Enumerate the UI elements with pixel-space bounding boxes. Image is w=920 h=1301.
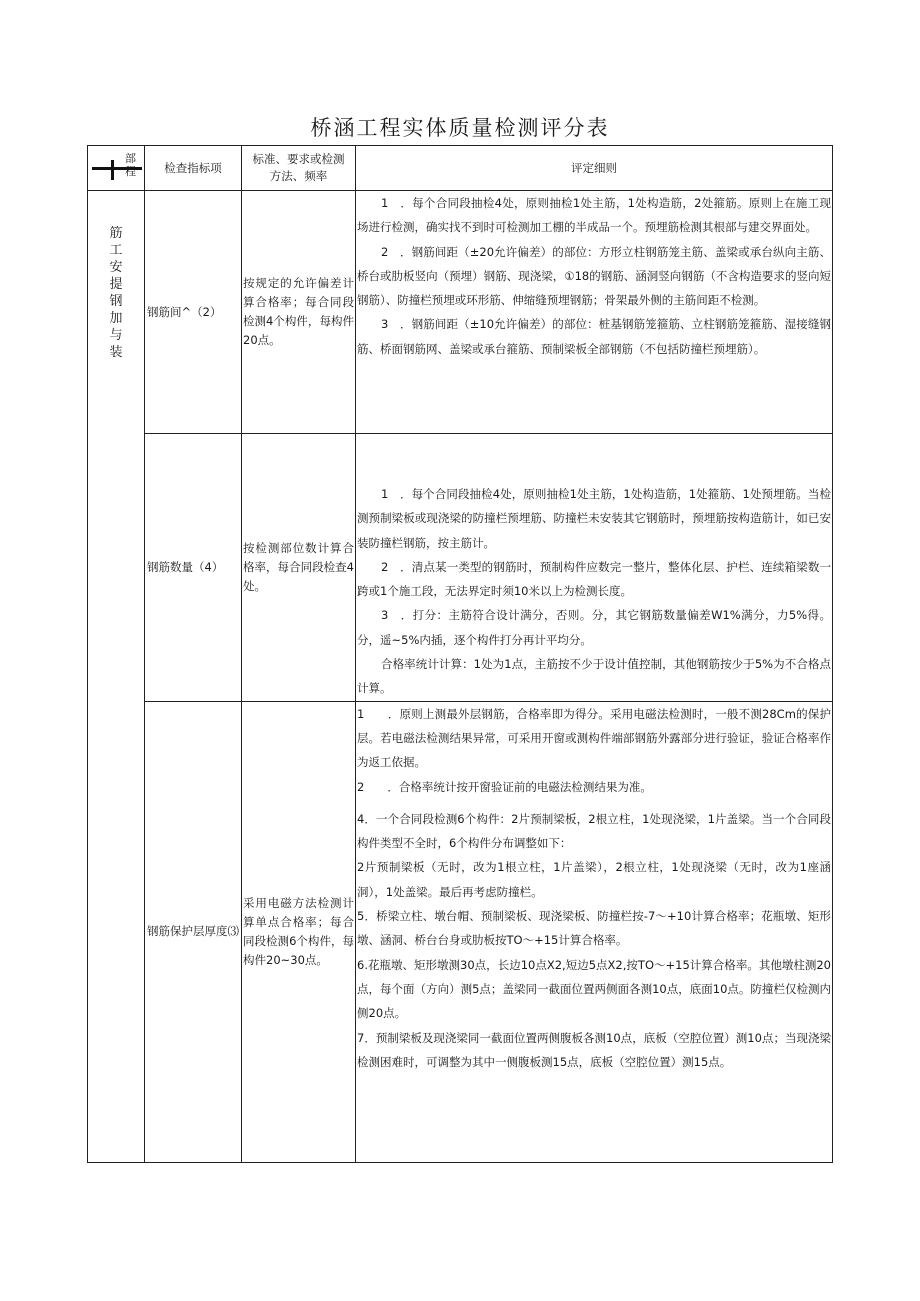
page-title: 桥涵工程实体质量检测评分表 [310,116,610,140]
standard-cell: 按检测部位数计算合格率，每合同段检查4处。 [242,434,356,702]
rule-paragraph: 4．一个合同段检测6个构件：2片预制梁板，2根立柱，1处现浇梁，1片盖梁。当一个合同段构件类型不全时，6个构件分布调整如下： [357,811,831,851]
rule-paragraph: 1 ．每个合同段抽检4处，原则抽检1处主筋，1处构造筋，2处箍筋。原则上在施工现场进行检测，确实找不到时可检测加工棚的半成品一个。预埋筋检测其根部与建交界面处。 [357,196,831,235]
rule-cell [356,434,833,702]
rule-paragraph: 2片预制梁板（无时，改为1根立柱，1片盖梁），2根立柱，1处现浇梁（无时，改为1座涵洞），1处盖梁。最后再考虑防撞栏。 [357,860,831,899]
header-corner-label [125,152,136,178]
item-cell: 钢筋保护层厚度⑶ [145,701,242,1162]
rule-paragraph: 7．预制梁板及现浇梁同一截面位置两侧腹板各测10点，底板（空腔位置）测10点；当现浇梁检测困难时，可调整为其中一侧腹板测15点，底板（空腔位置）测15点。 [357,1030,831,1069]
rule-paragraph: 3 ．打分：主筋符合设计满分，否则。分，其它钢筋数量偏差W1%满分，力5%得。分，遥~5%内插，逐个构件打分再计平均分。 [357,608,831,647]
table-row [88,434,833,702]
header-corner-cell [88,146,145,191]
header-corner-text-2: 程 [125,165,136,178]
corner-vertical-mark [111,160,114,180]
rule-paragraph: 2 ．钢筋间距（±20允许偏差）的部位：方形立柱钢筋笼主筋、盖梁或承台纵向主筋、桥台或肋板竖向（预埋）钢筋、现浇梁，①18的钢筋、涵洞竖向钢筋（不含构造要求的竖向短钢筋）、防撞栏预埋或环形筋、伸缩缝预埋钢筋；骨架最外侧的主筋间距不检测。 [357,244,831,308]
header-standard-line-2: 方法、频率 [269,169,328,183]
rule-paragraph: 2 ．清点某一类型的钢筋时，预制构件应数完一整片，整体化层、护栏、连续箱梁数一跨或1个施工段，无法界定时须10米以上为检测长度。 [357,559,831,599]
rule-cell [356,191,833,434]
standard-cell: 按规定的允许偏差计算合格率；每合同段检测4个构件，每构件20点。 [242,191,356,434]
rule-paragraph: 3 ．钢筋间距（±10允许偏差）的部位：桩基钢筋笼箍筋、立柱钢筋笼箍筋、湿接缝钢筋、桥面钢筋网、盖梁或承台箍筋、预制梁板全部钢筋（不包括防撞栏预埋筋）。 [357,317,831,356]
table-row [88,191,833,434]
rule-paragraph: 6.花瓶墩、矩形墩测30点，长边10点X2,短边5点X2,按TO～+15计算合格率。其他墩柱测20点，每个面（方向）测5点；盖梁同一截面位置两侧面各测10点，底面10点。防撞栏仅检测内侧20点。 [357,957,831,1021]
rule-paragraph: 1 ．每个合同段抽检4处，原则抽检1处主筋，1处构造筋，1处箍筋、1处预埋筋。当检测预制梁板或现浇梁的防撞栏预埋筋、防撞栏未安装其它钢筋时，预埋筋按构造筋计，如已安装防撞栏钢筋，按主筋计。 [357,487,831,550]
table-row [88,701,833,1162]
rule-paragraph: 合格率统计计算：1处为1点，主筋按不少于设计值控制，其他钢筋按少于5%为不合格点计算。 [357,657,831,696]
item-cell: 钢筋数量（4） [145,434,242,702]
score-table [87,145,833,1163]
header-rule: 评定细则 [356,146,833,191]
header-row [88,146,833,191]
header-standard [242,146,356,191]
item-cell: 钢筋间^（2） [145,191,242,434]
rule-paragraph: 2 ．合格率统计按开窗验证前的电磁法检测结果为准。 [357,779,652,794]
category-label: 筋工安提钢加与装 [109,226,123,360]
standard-cell: 采用电磁方法检测计算单点合格率；每合同段检测6个构件，每构件20~30点。 [242,701,356,1162]
header-item: 检查指标项 [145,146,242,191]
rule-paragraph: 1 ．原则上测最外层钢筋，合格率即为得分。采用电磁法检测时，一般不测28Cm的保护层。若电磁法检测结果异常，可采用开窗或测构件端部钢筋外露部分进行验证，验证合格率作为返工依据。 [357,706,831,770]
category-cell [88,191,145,1163]
rule-paragraph: 5．桥梁立柱、墩台帽、预制梁板、现浇梁板、防撞栏按-7～+10计算合格率；花瓶墩、矩形墩、涵洞、桥台台身或肋板按TO～+15计算合格率。 [357,909,831,948]
header-corner-text-1: 部 [125,152,136,165]
rule-cell [356,701,833,1162]
header-standard-line-1: 标准、要求或检测 [252,152,345,166]
